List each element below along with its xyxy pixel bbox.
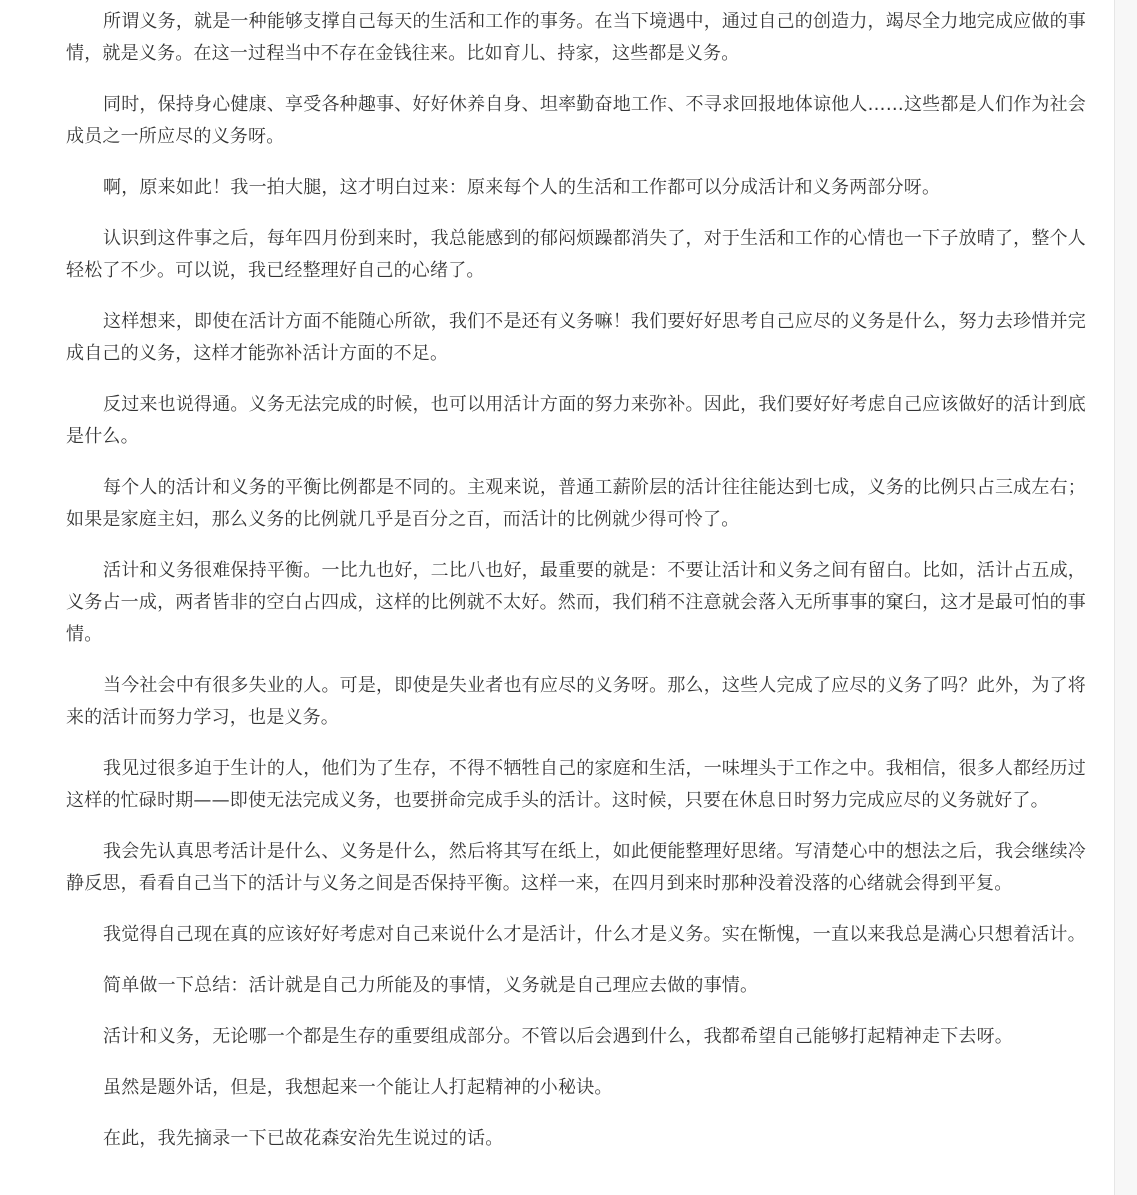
paragraph: 我见过很多迫于生计的人，他们为了生存，不得不牺牲自己的家庭和生活，一味埋头于工作之中。我相信，很多人都经历过这样的忙碌时期——即使无法完成义务，也要拼命完成手头的活计。这时候，只要在休息日时努力完成应尽的义务就好了。 xyxy=(66,758,1086,811)
scrollbar-track[interactable] xyxy=(1115,0,1137,1195)
paragraph: 这样想来，即使在活计方面不能随心所欲，我们不是还有义务嘛！我们要好好思考自己应尽的义务是什么，努力去珍惜并完成自己的义务，这样才能弥补活计方面的不足。 xyxy=(66,311,1086,364)
paragraph: 我觉得自己现在真的应该好好考虑对自己来说什么才是活计，什么才是义务。实在惭愧，一直以来我总是满心只想着活计。 xyxy=(103,924,1086,945)
paragraph: 同时，保持身心健康、享受各种趣事、好好休养自身、坦率勤奋地工作、不寻求回报地体谅他人……这些都是人们作为社会成员之一所应尽的义务呀。 xyxy=(66,94,1086,147)
paragraph: 啊，原来如此！我一拍大腿，这才明白过来：原来每个人的生活和工作都可以分成活计和义务两部分呀。 xyxy=(103,177,941,198)
paragraph: 每个人的活计和义务的平衡比例都是不同的。主观来说，普通工薪阶层的活计往往能达到七成，义务的比例只占三成左右；如果是家庭主妇，那么义务的比例就几乎是百分之百，而活计的比例就少得可怜了。 xyxy=(66,477,1086,530)
paragraph: 反过来也说得通。义务无法完成的时候，也可以用活计方面的努力来弥补。因此，我们要好好考虑自己应该做好的活计到底是什么。 xyxy=(66,394,1086,447)
paragraph: 活计和义务很难保持平衡。一比九也好，二比八也好，最重要的就是：不要让活计和义务之间有留白。比如，活计占五成，义务占一成，两者皆非的空白占四成，这样的比例就不太好。然而，我们稍不注意就会落入无所事事的窠臼，这才是最可怕的事情。 xyxy=(66,560,1086,645)
paragraph: 简单做一下总结：活计就是自己力所能及的事情，义务就是自己理应去做的事情。 xyxy=(103,975,759,996)
paragraph: 所谓义务，就是一种能够支撑自己每天的生活和工作的事务。在当下境遇中，通过自己的创造力，竭尽全力地完成应做的事情，就是义务。在这一过程当中不存在金钱往来。比如育儿、持家，这些都是义务。 xyxy=(66,11,1086,64)
paragraph: 虽然是题外话，但是，我想起来一个能让人打起精神的小秘诀。 xyxy=(103,1077,613,1098)
paragraph: 在此，我先摘录一下已故花森安治先生说过的话。 xyxy=(103,1128,504,1149)
paragraph: 当今社会中有很多失业的人。可是，即使是失业者也有应尽的义务呀。那么，这些人完成了应尽的义务了吗？此外，为了将来的活计而努力学习，也是义务。 xyxy=(66,675,1086,728)
paragraph: 活计和义务，无论哪一个都是生存的重要组成部分。不管以后会遇到什么，我都希望自己能够打起精神走下去呀。 xyxy=(103,1026,1013,1047)
article-body xyxy=(66,6,1086,1174)
paragraph: 认识到这件事之后，每年四月份到来时，我总能感到的郁闷烦躁都消失了，对于生活和工作的心情也一下子放晴了，整个人轻松了不少。可以说，我已经整理好自己的心绪了。 xyxy=(66,228,1086,281)
paragraph: 我会先认真思考活计是什么、义务是什么，然后将其写在纸上，如此便能整理好思绪。写清楚心中的想法之后，我会继续冷静反思，看看自己当下的活计与义务之间是否保持平衡。这样一来，在四月到来时那种没着没落的心绪就会得到平复。 xyxy=(66,841,1086,894)
